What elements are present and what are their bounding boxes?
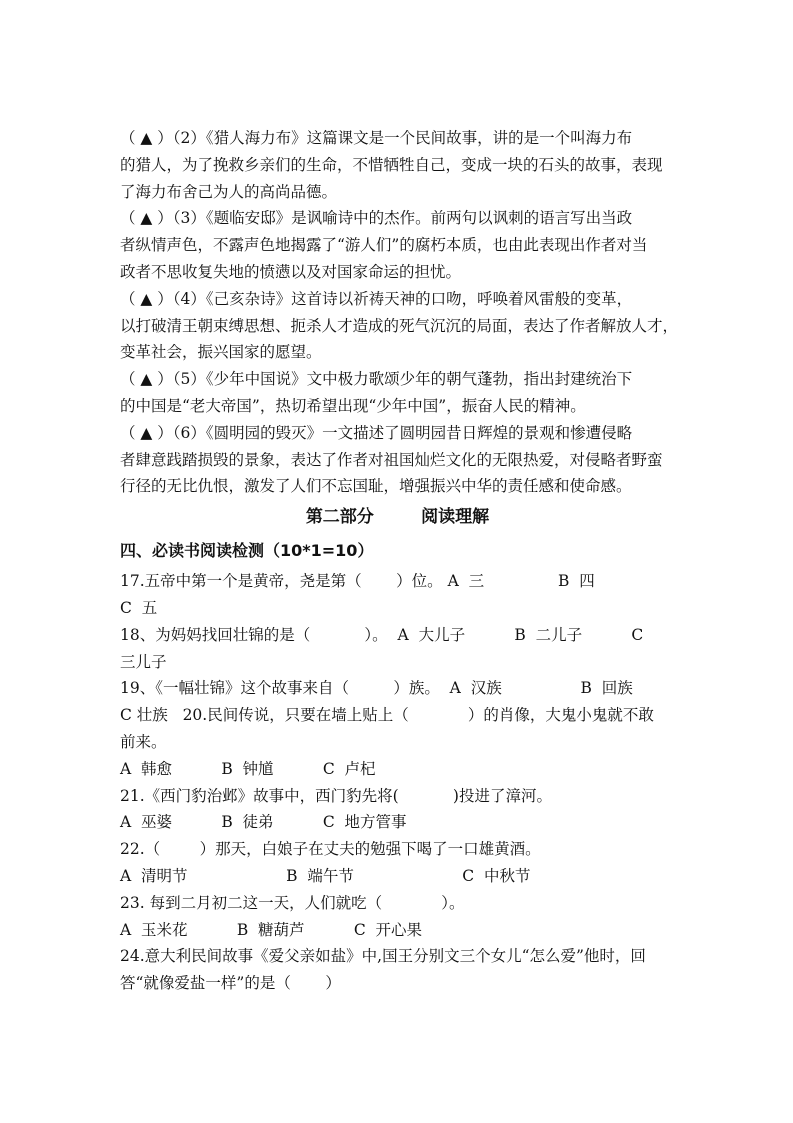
- text-line: （ ▲ ）（2）《猎人海力布》这篇课文是一个民间故事，讲的是一个叫海力布: [120, 129, 633, 147]
- question-line: 23. 每到二月初二这一天，人们就吃（ ）。: [120, 893, 465, 912]
- question-line: 三儿子: [120, 652, 167, 671]
- text-line: 者纵情声色，不露声色地揭露了“游人们”的腐朽本质，也由此表现出作者对当: [120, 236, 648, 255]
- text-line: 政者不思收复失地的愤懑以及对国家命运的担忧。: [120, 262, 462, 281]
- text-line: 以打破清王朝束缚思想、扼杀人才造成的死气沉沉的局面，表达了作者解放人才，: [120, 316, 679, 335]
- question-line: 18、为妈妈找回壮锦的是（ ）。 A 大儿子 B 二儿子 C: [120, 625, 644, 644]
- text-line: （ ▲ ）（3）《题临安邸》是讽喻诗中的杰作。前两句以讽刺的语言写出当政: [120, 209, 633, 228]
- text-line: 的中国是“老大帝国”，热切希望出现“少年中国”，振奋人民的精神。: [120, 396, 586, 415]
- part-two-heading: 第二部分 阅读理解: [305, 507, 490, 528]
- text-line: 者肆意践踏损毁的景象，表达了作者对祖国灿烂文化的无限热爱，对侵略者野蛮: [120, 450, 663, 469]
- text-line: （ ▲ ）（5）《少年中国说》文中极力歌颂少年的朝气蓬勃，指出封建统治下: [120, 370, 633, 389]
- question-line: 19、《一幅壮锦》这个故事来自（ ）族。 A 汉族 B 回族: [120, 679, 633, 698]
- text-line: （ ▲ ）（4）《己亥杂诗》这首诗以祈祷天神的口吻，呼唤着风雷般的变革，: [120, 289, 633, 308]
- question-line: 22.（ ）那天，白娘子在丈夫的勉强下喝了一口雄黄酒。: [120, 840, 541, 859]
- text-line: 了海力布舍己为人的高尚品德。: [120, 182, 338, 201]
- question-line: C 壮族 20.民间传说，只要在墙上贴上（ ）的肖像，大鬼小鬼就不敢: [120, 706, 654, 725]
- section-title: 四、必读书阅读检测（10*1=10）: [120, 541, 374, 561]
- question-line: 21.《西门豹治邺》故事中，西门豹先将( )投进了漳河。: [120, 786, 552, 805]
- question-line: C 五: [120, 598, 158, 617]
- question-line: A 玉米花 B 糖葫芦 C 开心果: [120, 920, 423, 939]
- question-line: 17.五帝中第一个是黄帝，尧是第（ ）位。 A 三 B 四: [120, 572, 595, 591]
- text-line: 变革社会，振兴国家的愿望。: [120, 343, 322, 362]
- true-false-items: [120, 125, 679, 500]
- question-line: A 清明节 B 端午节 C 中秋节: [120, 866, 531, 885]
- question-line: 24.意大利民间故事《爱父亲如盐》中,国王分别文三个女儿“怎么爱”他时，回: [120, 947, 646, 966]
- reading-questions: [120, 568, 675, 997]
- text-line: 的猎人，为了挽救乡亲们的生命，不惜牺牲自己，变成一块的石头的故事，表现: [120, 155, 663, 174]
- page-content: [120, 125, 679, 997]
- question-line: 答“就像爱盐一样”的是（ ）: [120, 974, 341, 993]
- text-line: （ ▲ ）（6）《圆明园的毁灭》一文描述了圆明园昔日辉煌的景观和惨遭侵略: [120, 423, 633, 442]
- text-line: 行径的无比仇恨，激发了人们不忘国耻，增强振兴中华的责任感和使命感。: [120, 477, 632, 496]
- question-line: A 韩愈 B 钟馗 C 卢杞: [120, 759, 376, 778]
- question-line: 前来。: [120, 732, 167, 751]
- question-line: A 巫婆 B 徒弟 C 地方管事: [120, 813, 407, 832]
